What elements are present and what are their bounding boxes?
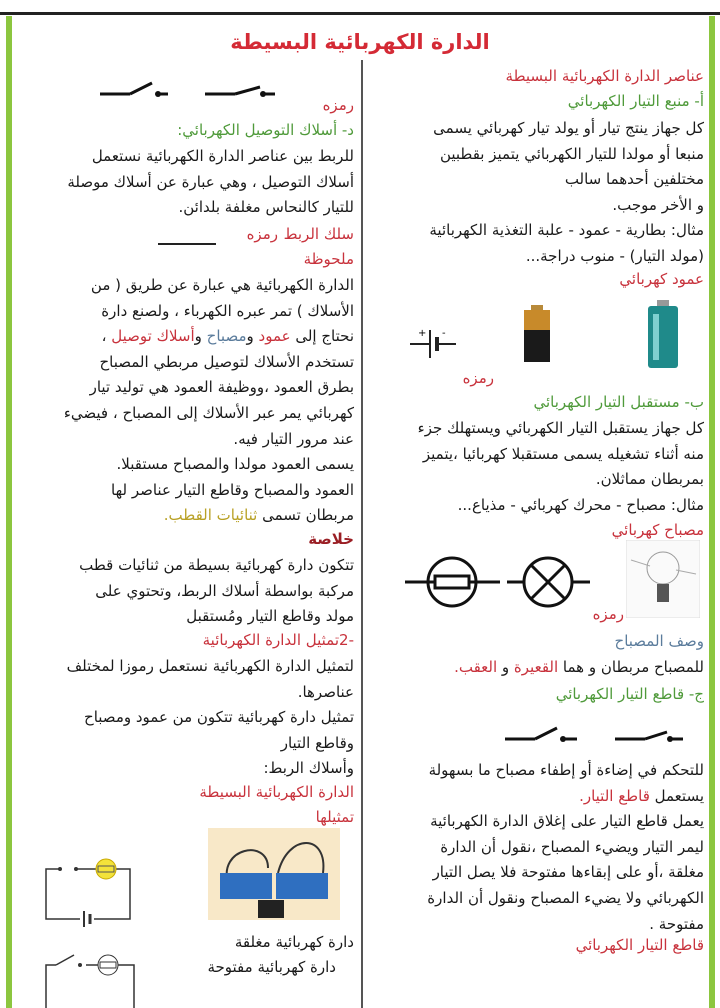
text-segment: ليمر التيار ويضيء المصباح ،نقول أن الدارة (440, 837, 704, 856)
paragraph-line: أسلاك التوصيل ، وهي عبارة عن أسلاك موصلة (67, 172, 354, 191)
caption: دارة كهربائية مغلقة (234, 933, 354, 951)
section-heading: عناصر الدارة الكهربائية البسيطة (505, 67, 704, 85)
paragraph-line: لتمثيل الدارة الكهربائية نستعمل رموزا لمختلف (66, 657, 354, 675)
label: ملحوظة (303, 250, 354, 268)
text-segment: و (246, 327, 259, 346)
text-segment: مربطان تسمى (257, 506, 354, 525)
symbol-label: رمزه (246, 225, 278, 243)
paragraph-line (101, 299, 354, 323)
label: تمثيلها (315, 808, 354, 826)
paragraph-line: تمثيل دارة كهربائية تتكون من عمود ومصباح (84, 708, 354, 727)
paragraph-line (90, 375, 354, 399)
subsection-heading: -2تمثيل الدارة الكهربائية (202, 631, 354, 649)
label: الدارة الكهربائية البسيطة (199, 783, 354, 801)
subsection-heading: ج- قاطع التيار الكهربائي (555, 685, 704, 703)
text-segment: كهربائي يمر عبر الأسلاك إلى المصباح ، فيضيء (63, 404, 354, 422)
paragraph-line (91, 273, 354, 297)
label: عمود كهربائي (619, 270, 704, 288)
paragraph-line: وأسلاك الربط: (263, 759, 354, 778)
symbol-label: رمزه (322, 96, 354, 114)
subsection-heading: د- أسلاك التوصيل الكهربائي: (177, 121, 354, 139)
paragraph-line (233, 427, 354, 451)
paragraph-line: تتكون دارة كهربائية بسيطة من ثنائيات قطب (79, 556, 354, 574)
text-segment: بطرق العمود ،ووظيفة العمود هي توليد تيار (89, 378, 354, 397)
paragraph-line (649, 912, 704, 936)
paragraph-line (429, 758, 704, 782)
paragraph-line (64, 401, 354, 425)
bulb-diagram-icon (626, 540, 700, 618)
symbol-label: رمزه (592, 605, 624, 623)
highlighted-term: العقب. (454, 658, 498, 676)
text-segment: تستخدم الأسلاك لتوصيل مربطي المصباح (99, 352, 354, 371)
paragraph-line (440, 835, 704, 859)
text-segment: يسمى العمود مولدا والمصباح مستقبلا. (116, 455, 354, 474)
label: وصف المصباح (614, 632, 704, 650)
paragraph-line (102, 324, 354, 348)
label: سلك الربط (283, 225, 354, 243)
paragraph-line: منبعا أو مولدا للتيار الكهربائي يتميز بقطبين (439, 144, 704, 163)
paragraph-line: عناصرها. (297, 682, 354, 701)
symbol-label: رمزه (462, 369, 494, 387)
highlighted-term: عمود (258, 327, 291, 346)
label: قاطع التيار الكهربائي (575, 936, 704, 954)
text-segment: و (497, 658, 514, 676)
text-segment: و (194, 327, 207, 346)
circuit-diagrams-icon (40, 855, 140, 1008)
text-segment: ، (101, 327, 112, 346)
paragraph-line: للربط بين عناصر الدارة الكهربائية نستعمل (91, 147, 354, 165)
switch-symbols-icon (100, 80, 280, 104)
text-segment: الكهربائي ولا يضيء المصباح ونقول أن الدارة (427, 889, 704, 907)
text-segment: يعمل قاطع التيار على إغلاق الدارة الكهربائية (430, 812, 704, 831)
text-segment: عند مرور التيار فيه. (233, 429, 354, 448)
svg-text:+: + (418, 328, 427, 339)
paragraph-line: و الأخر موجب. (612, 195, 704, 214)
paragraph-line (99, 350, 354, 374)
paragraph-line: وقاطع التيار (280, 733, 354, 752)
column-divider (361, 60, 363, 1008)
text-segment: نحتاج إلى (290, 327, 354, 346)
paragraph-line: مثال: بطارية - عمود - علبة التغذية الكهربائية (429, 221, 704, 240)
highlighted-term: ثنائيات القطب. (163, 506, 258, 525)
battery-photo-icon (520, 305, 556, 365)
text-segment: العمود والمصباح وقاطع التيار عناصر لها (111, 480, 354, 499)
paragraph-line (579, 784, 704, 808)
paragraph-line: (مولد التيار) - منوب دراجة... (525, 247, 704, 265)
highlighted-term: مصباح (206, 327, 247, 346)
battery-photo-icon (645, 300, 681, 370)
text-segment: الأسلاك ) تمر عبره الكهرباء ، ولصنع دارة (101, 301, 354, 320)
switch-symbols-icon (505, 725, 685, 749)
paragraph-line: مركبة بواسطة أسلاك الربط، وتحتوي على (95, 581, 354, 600)
subsection-heading: ب- مستقبل التيار الكهربائي (533, 393, 704, 411)
paragraph-line: للتيار كالنحاس مغلفة بلدائن. (178, 198, 354, 217)
left-border (6, 16, 12, 1008)
paragraph-line: مولد وقاطع التيار ومُستقبل (186, 607, 354, 626)
text-segment: مفتوحة . (649, 914, 704, 933)
battery-symbol-icon (410, 322, 460, 366)
paragraph-line: منه أثناء تشغيله يسمى مستقبلا كهربائيا ،يتميز (422, 444, 704, 463)
paragraph-line: كل جهاز ينتج تيار أو يولد تيار كهربائي يسمى (433, 119, 704, 137)
text-segment: يستعمل (649, 786, 704, 805)
paragraph-line: مثال: مصباح - محرك كهربائي - مذياع... (457, 495, 704, 514)
paragraph-line (430, 809, 704, 833)
text-segment: الدارة الكهربائية هي عبارة عن طريق ( من (90, 276, 354, 294)
lamp-symbols-icon (405, 555, 595, 610)
highlighted-term: قاطع التيار. (579, 786, 650, 805)
text-segment: للمصباح مربطان و هما (558, 658, 704, 676)
wire-symbol-line (158, 243, 216, 245)
caption: دارة كهربائية مفتوحة (207, 958, 336, 976)
paragraph-line (427, 886, 704, 910)
right-border (709, 16, 715, 1008)
paragraph-line (164, 503, 354, 527)
text-segment: للتحكم في إضاءة أو إطفاء مصباح ما بسهولة (428, 761, 704, 779)
section-heading: خلاصة (308, 530, 354, 548)
paragraph-line: كل جهاز يستقبل التيار الكهربائي ويستهلك جزء (417, 419, 704, 437)
text-segment: مغلقة ،أو على إبقاءها مفتوحة فلا يصل التيار (432, 863, 704, 882)
paragraph-line (117, 452, 355, 476)
label: مصباح كهربائي (611, 521, 704, 539)
highlighted-term: القعيرة (513, 658, 559, 676)
subsection-heading: أ- منبع التيار الكهربائي (567, 92, 704, 110)
highlighted-term: أسلاك توصيل (111, 327, 195, 346)
paragraph-line (433, 860, 704, 884)
right-column (368, 0, 704, 1008)
paragraph-line (111, 478, 354, 502)
circuit-photo-icon (208, 828, 340, 920)
page-title: الدارة الكهربائية البسيطة (230, 30, 490, 54)
svg-text:-: - (442, 328, 446, 339)
paragraph-line: بمربطان مماثلان. (595, 470, 704, 489)
paragraph-line: مختلفين أحدهما سالب (564, 170, 704, 189)
paragraph-line (454, 655, 704, 679)
